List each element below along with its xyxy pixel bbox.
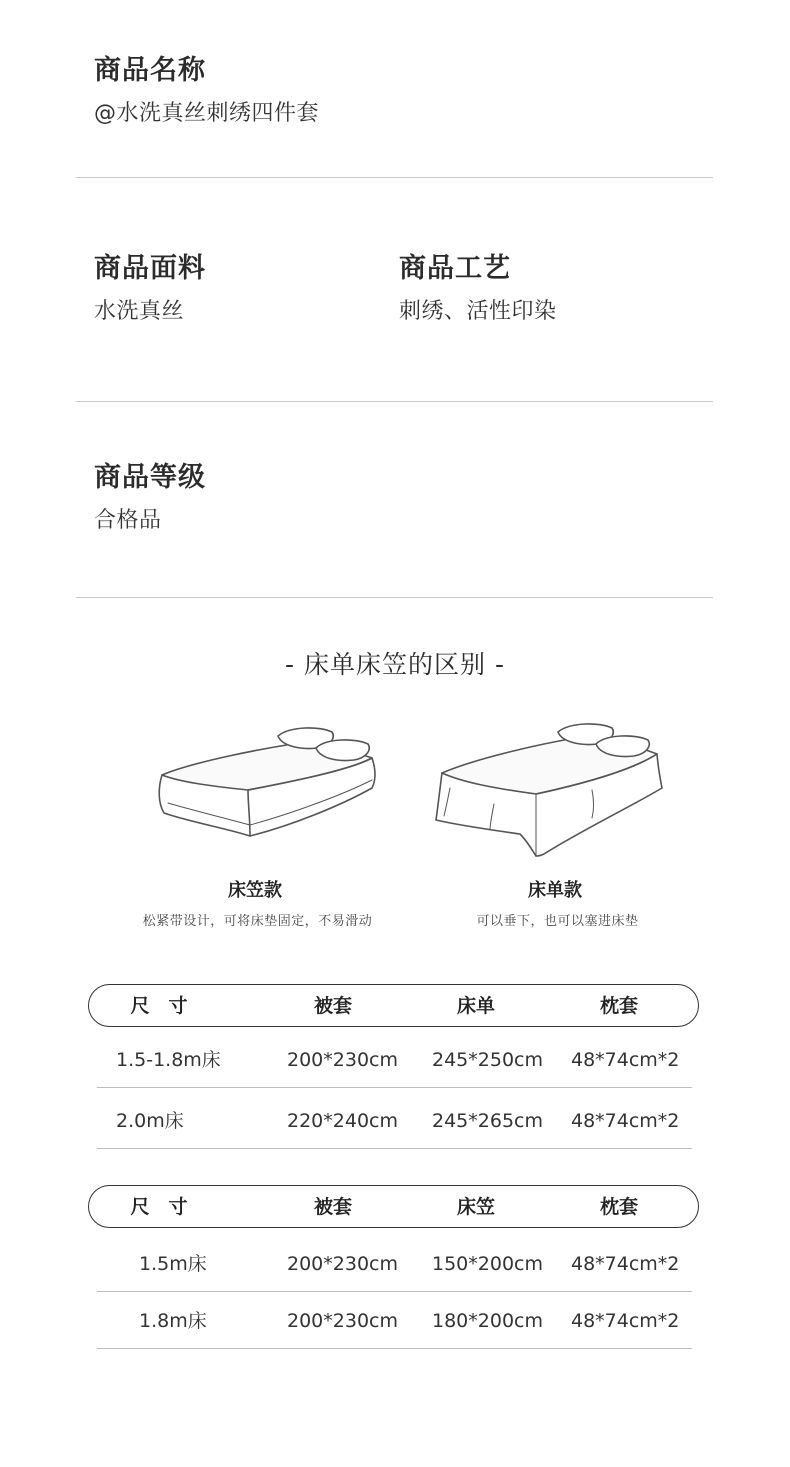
table-cell: 1.8m床 xyxy=(139,1310,207,1332)
table-cell: 48*74cm*2 xyxy=(571,1049,680,1071)
table-cell: 48*74cm*2 xyxy=(571,1110,680,1132)
flat-sheet-desc: 可以垂下，也可以塞进床垫 xyxy=(476,914,639,929)
product-name-value: @水洗真丝刺绣四件套 xyxy=(94,101,320,126)
flat-sheet-title: 床单款 xyxy=(528,880,582,901)
column-header-duvet: 被套 xyxy=(313,995,352,1017)
craft-label: 商品工艺 xyxy=(399,253,511,284)
table-cell: 48*74cm*2 xyxy=(571,1310,680,1332)
table-cell: 48*74cm*2 xyxy=(571,1253,680,1275)
column-header-fitted-sheet: 床笠 xyxy=(456,1196,495,1218)
grade-label: 商品等级 xyxy=(94,462,206,493)
table-cell: 245*265cm xyxy=(432,1110,543,1132)
craft-value: 刺绣、活性印染 xyxy=(399,299,557,324)
row-divider xyxy=(97,1148,692,1149)
size-table-2-header xyxy=(88,1185,699,1228)
divider xyxy=(76,401,713,402)
table-cell: 245*250cm xyxy=(432,1049,543,1071)
column-header-duvet: 被套 xyxy=(313,1196,352,1218)
fitted-sheet-illustration xyxy=(150,718,385,853)
table-cell: 1.5m床 xyxy=(139,1253,207,1275)
table-cell: 2.0m床 xyxy=(116,1110,184,1132)
product-name-label: 商品名称 xyxy=(94,55,206,86)
row-divider xyxy=(97,1087,692,1088)
table-cell: 220*240cm xyxy=(287,1110,398,1132)
divider xyxy=(76,177,713,178)
fitted-sheet-desc: 松紧带设计，可将床垫固定，不易滑动 xyxy=(142,914,373,929)
table-cell: 150*200cm xyxy=(432,1253,543,1275)
size-table-1-header xyxy=(88,984,699,1027)
flat-sheet-illustration xyxy=(432,718,667,863)
compare-section-title: - 床单床笠的区别 - xyxy=(285,650,505,679)
row-divider xyxy=(97,1348,692,1349)
table-cell: 200*230cm xyxy=(287,1049,398,1071)
column-header-pillowcase: 枕套 xyxy=(599,1196,638,1218)
grade-value: 合格品 xyxy=(94,508,162,533)
fitted-sheet-title: 床笠款 xyxy=(228,880,282,901)
column-header-size: 尺 寸 xyxy=(130,995,188,1017)
table-cell: 1.5-1.8m床 xyxy=(116,1049,221,1071)
fabric-value: 水洗真丝 xyxy=(94,299,185,324)
column-header-pillowcase: 枕套 xyxy=(599,995,638,1017)
table-cell: 200*230cm xyxy=(287,1310,398,1332)
column-header-sheet: 床单 xyxy=(456,995,495,1017)
fabric-label: 商品面料 xyxy=(94,253,206,284)
table-cell: 200*230cm xyxy=(287,1253,398,1275)
table-cell: 180*200cm xyxy=(432,1310,543,1332)
column-header-size: 尺 寸 xyxy=(130,1196,188,1218)
row-divider xyxy=(97,1291,692,1292)
divider xyxy=(76,597,713,598)
